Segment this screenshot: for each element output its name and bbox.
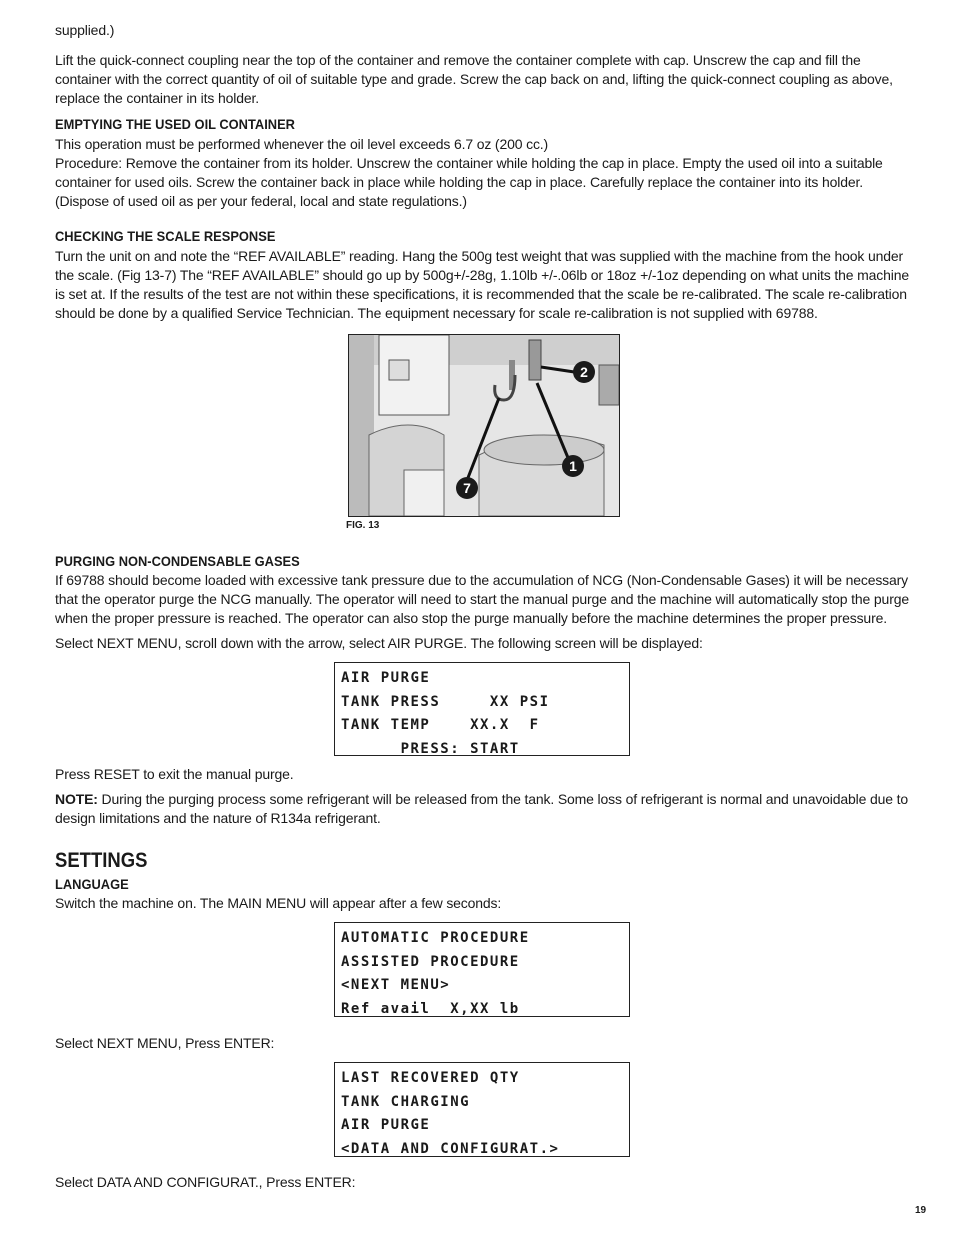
purging-select-text: Select NEXT MENU, scroll down with the arrow, select AIR PURGE. The following screen will be displayed: (55, 635, 703, 651)
screen-line: AUTOMATIC PROCEDURE (341, 930, 530, 946)
figure-caption: FIG. 13 (346, 520, 380, 531)
air-purge-screen (334, 662, 630, 756)
reset-text: Press RESET to exit the manual purge. (55, 766, 294, 782)
next-menu-screen (334, 1062, 630, 1157)
settings-heading: SETTINGS (55, 849, 148, 872)
purging-paragraph: If 69788 should become loaded with excessive tank pressure due to the accumulation of NCG (Non-Condensable Gases) it will be necessary that the operator purge the NCG manually. The operator will need to start the manual purge and the machine will automatically stop the purge when the proper pressure is reached. The operator can also stop the purge manually before the machine determines the proper pressure. (55, 572, 909, 626)
screen-line: <DATA AND CONFIGURAT.> (341, 1140, 560, 1157)
continued-text: supplied.) (55, 22, 115, 38)
page-number: 19 (915, 1205, 927, 1216)
screen-line: Ref avail X,XX lb (341, 1000, 520, 1017)
callout-2: 2 (573, 361, 595, 383)
scale-heading: CHECKING THE SCALE RESPONSE (55, 228, 276, 244)
screen-line: TANK TEMP XX.X F (341, 717, 540, 733)
screen-line: AIR PURGE (341, 1117, 431, 1133)
screen-line: PRESS: START (341, 740, 520, 757)
select-data-text: Select DATA AND CONFIGURAT., Press ENTER: (55, 1174, 356, 1190)
note-text: During the purging process some refrigerant will be released from the tank. Some loss of refrigerant is normal and unavoidable due to design limitations and the nature of R134a refrigerant. (55, 791, 909, 826)
purging-heading: PURGING NON-CONDENSABLE GASES (55, 553, 300, 569)
screen-line: TANK CHARGING (341, 1093, 471, 1110)
screen-line: ASSISTED PROCEDURE (341, 953, 520, 970)
emptying-procedure: Procedure: Remove the container from its holder. Unscrew the container while holding the cap in place. Empty the used oil into a suitable container for used oils. Screw the container back in place while holding the cap in place. Carefully replace the container into its holder. (Dispose of used oil as per your federal, local and state regulations.) (55, 155, 883, 209)
emptying-heading: EMPTYING THE USED OIL CONTAINER (55, 116, 295, 132)
screen-line: LAST RECOVERED QTY (341, 1070, 520, 1086)
screen-line: TANK PRESS XX PSI (341, 693, 550, 710)
scale-paragraph: Turn the unit on and note the “REF AVAILABLE” reading. Hang the 500g test weight that was supplied with the machine from the hook under the scale. (Fig 13-7) The “REF AVAILABLE” should go up by 500g+/-28g, 1.10lb +/-.06lb or 18oz +/-1oz depending on what units the machine is set at. If the results of the test are not within these specifications, it is recommended that the scale be re-calibrated. The scale re-calibration should be done by a qualified Service Technician. The equipment necessary for scale re-calibration is not supplied with 69788. (55, 248, 909, 321)
note-paragraph (55, 790, 910, 828)
emptying-line: This operation must be performed whenever the oil level exceeds 6.7 oz (200 cc.) (55, 136, 549, 152)
switch-on-text: Switch the machine on. The MAIN MENU will appear after a few seconds: (55, 895, 502, 911)
note-label: NOTE: (55, 791, 98, 807)
select-next-text: Select NEXT MENU, Press ENTER: (55, 1035, 275, 1051)
refill-paragraph: Lift the quick-connect coupling near the top of the container and remove the container complete with cap. Unscrew the cap and fill the container with the correct quantity of oil of suitable type and grade. Screw the cap back on and, lifting the quick-connect coupling as above, replace the container in its holder. (55, 52, 893, 106)
main-menu-screen (334, 922, 630, 1017)
callout-7: 7 (456, 477, 478, 499)
callout-1: 1 (562, 455, 584, 477)
screen-line: AIR PURGE (341, 670, 431, 686)
screen-line: <NEXT MENU> (341, 977, 451, 993)
figure-13-photo (348, 334, 620, 517)
language-heading: LANGUAGE (55, 876, 129, 892)
